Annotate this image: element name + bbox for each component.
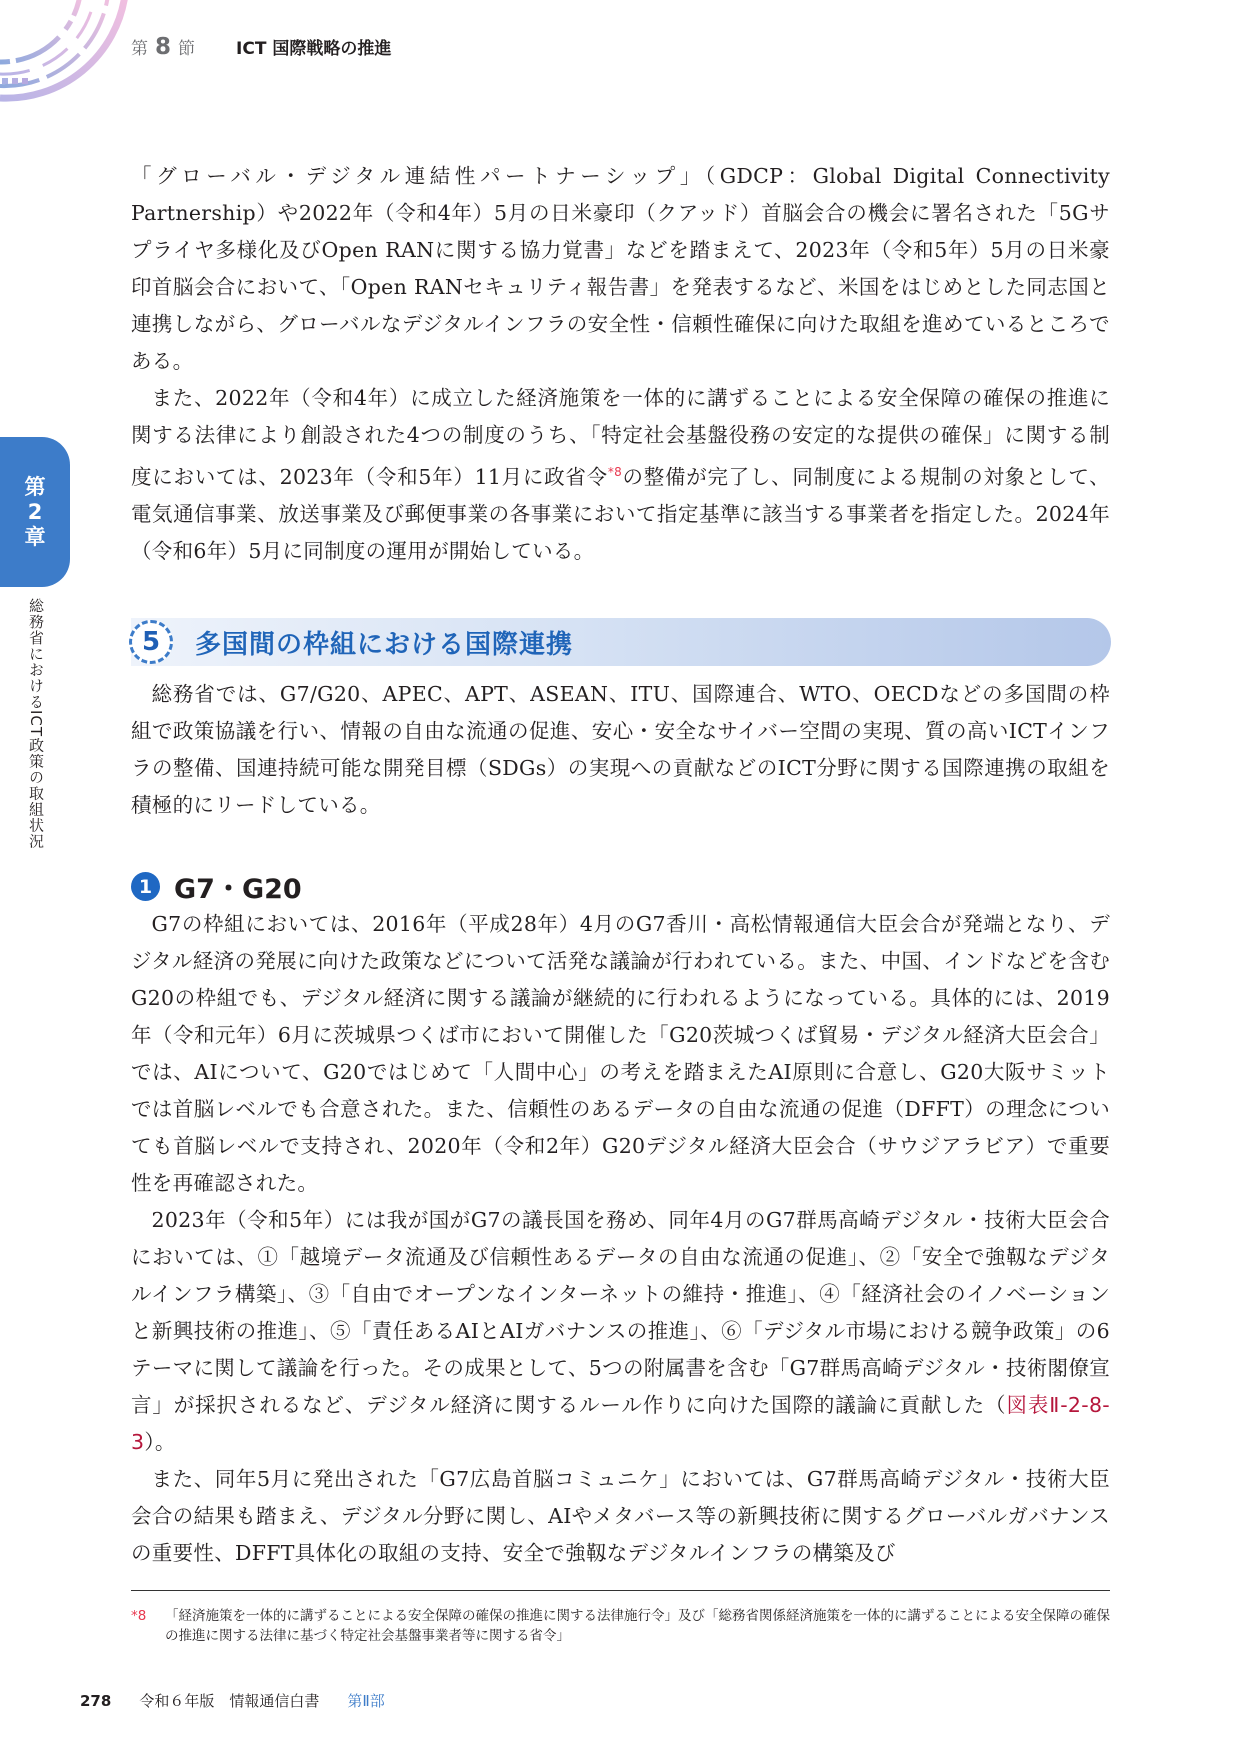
paragraph-text: ）。 bbox=[144, 1430, 176, 1454]
section-label bbox=[131, 34, 196, 60]
section-suffix: 節 bbox=[178, 39, 197, 59]
chapter-tab bbox=[0, 437, 70, 587]
running-header bbox=[131, 34, 391, 60]
intro-text-block bbox=[131, 158, 1110, 570]
chapter-vertical-title: 総務省におけるICT政策の取組状況 bbox=[27, 598, 45, 850]
subsection-title: G7・G20 bbox=[174, 874, 302, 905]
paragraph bbox=[131, 380, 1110, 570]
paragraph bbox=[131, 1202, 1110, 1461]
chapter-tab-line1: 第 bbox=[24, 474, 46, 499]
subsection-text-block bbox=[131, 906, 1110, 1572]
decorative-arc-graphic bbox=[0, 0, 140, 110]
section-title-header: ICT 国際戦略の推進 bbox=[236, 39, 392, 59]
footnote bbox=[131, 1606, 1110, 1646]
chapter-tab-number: 2 bbox=[27, 499, 43, 524]
paragraph: また、同年5月に発出された「G7広島首脳コミュニケ」においては、G7群馬高崎デジタル・技術大臣会合の結果も踏まえ、デジタル分野に関し、AIやメタバース等の新興技術に関するグローバルガバナンスの重要性、DFFT具体化の取組の支持、安全で強靱なデジタルインフラの構築及び bbox=[131, 1467, 1110, 1565]
paragraph-text: の整備が完了し、同制度による規制の対象として、電気通信事業、放送事業及び郵便事業の各事業において指定基準に該当する事業者を指定した。2024年（令和6年）5月に同制度の運用が開始している。 bbox=[131, 464, 1110, 563]
page-number: 278 bbox=[80, 1692, 112, 1710]
section-intro-block bbox=[131, 676, 1110, 824]
paragraph-text: また、2022年（令和4年）に成立した経済施策を一体的に講ずることによる安全保障の確保の推進に関する法律により創設された4つの制度のうち、「特定社会基盤役務の安定的な提供の確保」に関する制度においては、2023年（令和5年）11月に政省令 bbox=[131, 386, 1110, 489]
section-heading-banner bbox=[131, 618, 1111, 666]
subsection-number-badge: 1 bbox=[131, 872, 160, 901]
paragraph: 「グローバル・デジタル連結性パートナーシップ」（GDCP：Global Digital Connectivity Partnership）や2022年（令和4年）5月の日米豪印（クアッド）首脳会合の機会に署名された「5Gサプライヤ多様化及びOpen RANに関する協力覚書」などを踏まえて、2023年（令和5年）5月の日米豪印首脳会合において、「Open RANセキュリティ報告書」を発表するなど、米国をはじめとした同志国と連携しながら、グローバルなデジタルインフラの安全性・信頼性確保に向けた取組を進めているところである。 bbox=[131, 164, 1110, 373]
subsection-heading bbox=[131, 867, 302, 906]
section-number-badge: 5 bbox=[129, 620, 173, 664]
section-heading-title: 多国間の枠組における国際連携 bbox=[195, 629, 574, 660]
footnote-text: 「経済施策を一体的に講ずることによる安全保障の確保の推進に関する法律施行令」及び「総務省関係経済施策を一体的に講ずることによる安全保障の確保の推進に関する法律に基づく特定社会基盤事業者等に関する省令」 bbox=[165, 1608, 1110, 1644]
figure-reference-link[interactable]: 図表Ⅱ-2-8-3 bbox=[131, 1393, 1110, 1454]
footnote-ref-link[interactable]: *8 bbox=[607, 465, 623, 479]
paragraph-text: 2023年（令和5年）には我が国がG7の議長国を務め、同年4月のG7群馬高崎デジタル・技術大臣会合においては、①「越境データ流通及び信頼性あるデータの自由な流通の促進」、②「安全で強靱なデジタルインフラ構築」、③「自由でオープンなインターネットの維持・推進」、④「経済社会のイノベーションと新興技術の推進」、⑤「責任あるAIとAIガバナンスの推進」、⑥「デジタル市場における競争政策」の6テーマに関して議論を行った。その成果として、5つの附属書を含む「G7群馬高崎デジタル・技術閣僚宣言」が採択されるなど、デジタル経済に関するルール作りに向けた国際的議論に貢献した（ bbox=[131, 1208, 1110, 1417]
footnote-divider bbox=[131, 1590, 1110, 1591]
part-label: 第Ⅱ部 bbox=[347, 1692, 385, 1710]
page-footer bbox=[80, 1690, 385, 1711]
publication-title: 令和６年版 情報通信白書 bbox=[139, 1692, 320, 1710]
section-prefix: 第 bbox=[131, 39, 149, 59]
paragraph: 総務省では、G7/G20、APEC、APT、ASEAN、ITU、国際連合、WTO、OECDなどの多国間の枠組で政策協議を行い、情報の自由な流通の促進、安心・安全なサイバー空間の実現、質の高いICTインフラの整備、国連持続可能な開発目標（SDGs）の実現への貢献などのICT分野に関する国際連携の取組を積極的にリードしている。 bbox=[131, 682, 1110, 817]
footnote-mark: *8 bbox=[131, 1608, 147, 1624]
section-number: 8 bbox=[155, 34, 173, 60]
paragraph: G7の枠組においては、2016年（平成28年）4月のG7香川・高松情報通信大臣会合が発端となり、デジタル経済の発展に向けた政策などについて活発な議論が行われている。また、中国、インドなどを含むG20の枠組でも、デジタル経済に関する議論が継続的に行われるようになっている。具体的には、2019年（令和元年）6月に茨城県つくば市において開催した「G20茨城つくば貿易・デジタル経済大臣会合」では、AIについて、G20ではじめて「人間中心」の考えを踏まえたAI原則に合意し、G20大阪サミットでは首脳レベルでも合意された。また、信頼性のあるデータの自由な流通の促進（DFFT）の理念についても首脳レベルで支持され、2020年（令和2年）G20デジタル経済大臣会合（サウジアラビア）で重要性を再確認された。 bbox=[131, 912, 1110, 1195]
chapter-tab-line3: 章 bbox=[24, 524, 46, 549]
